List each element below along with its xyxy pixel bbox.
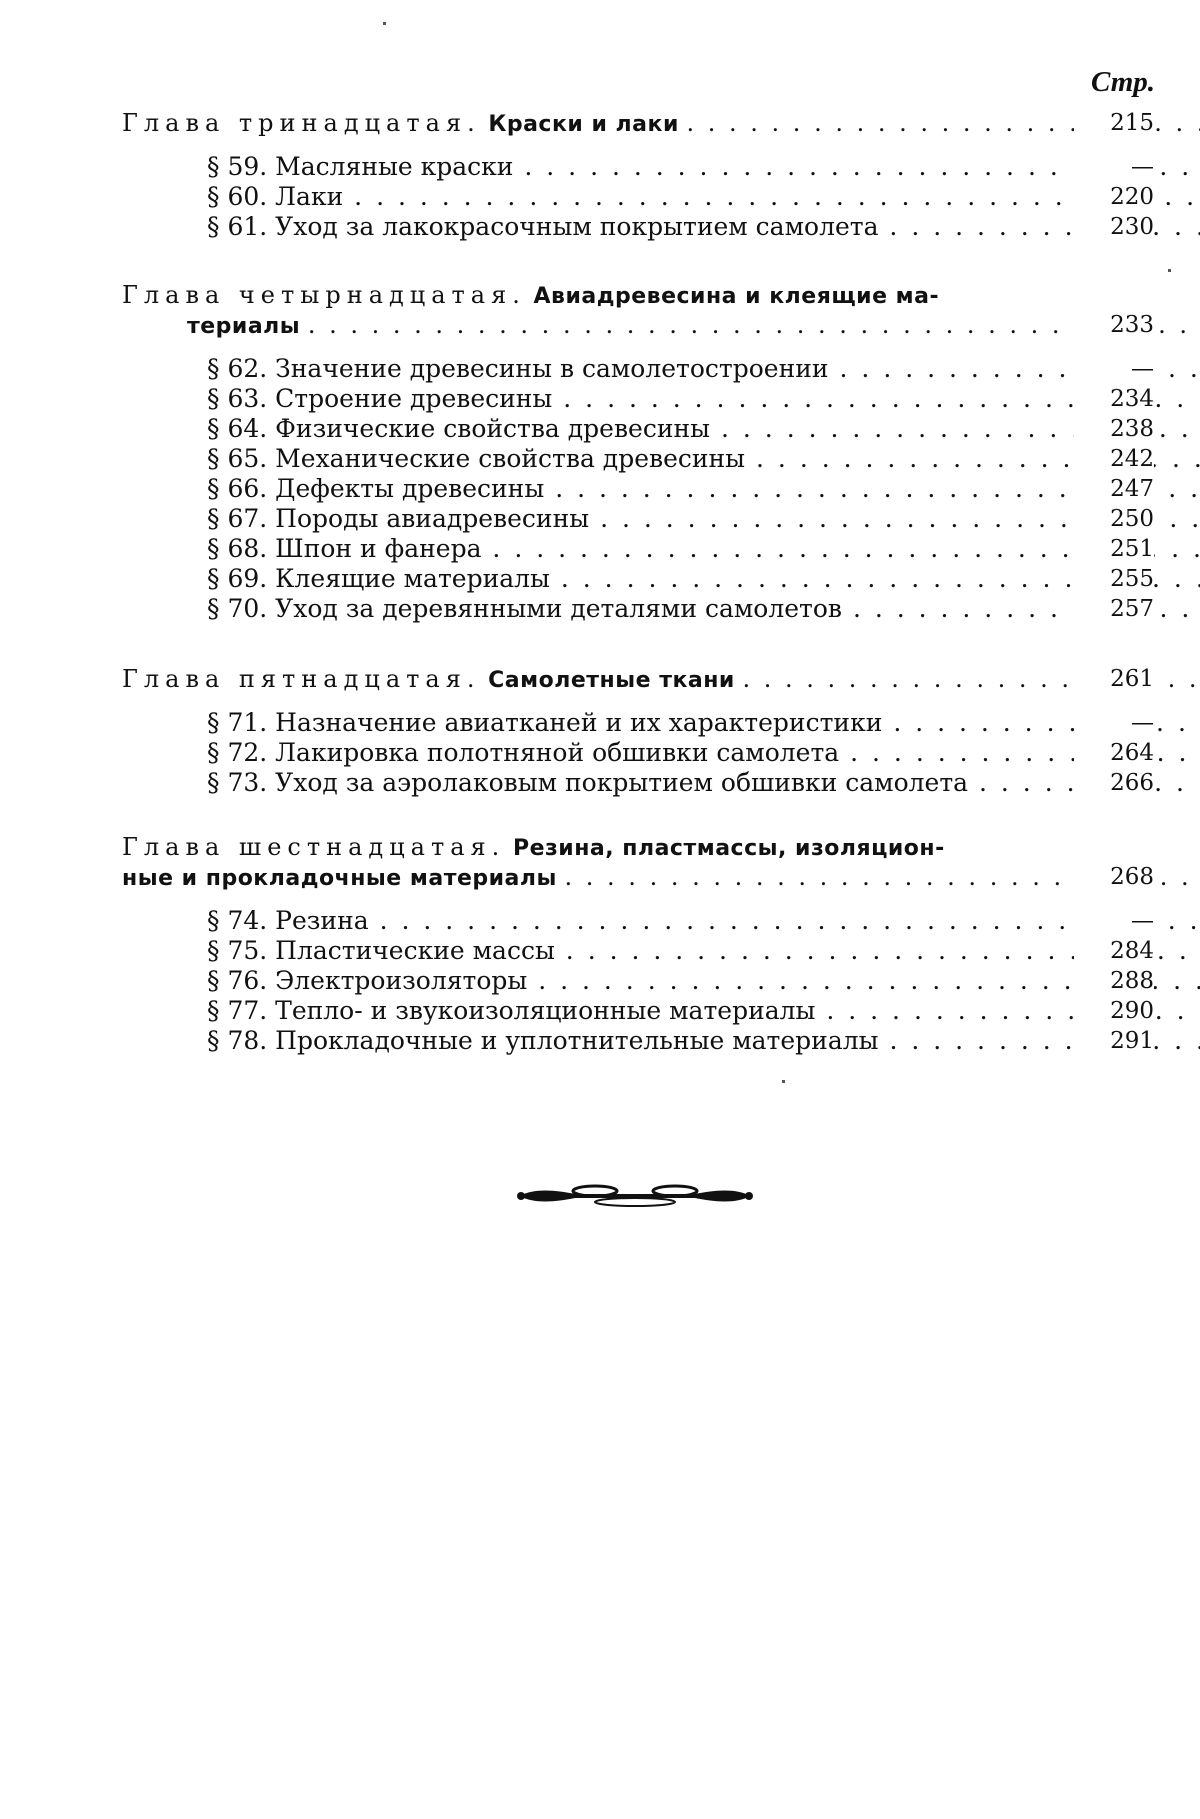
section-page: —	[1074, 906, 1154, 936]
chapter-label: Глава шестнадцатая.	[122, 833, 506, 861]
toc-entry	[122, 594, 1154, 624]
section-number: § 74.	[207, 906, 268, 935]
section-number: § 77.	[207, 996, 268, 1025]
section-number: § 71.	[207, 708, 268, 737]
section-title: Физические свойства древесины	[275, 414, 711, 443]
section-title: Назначение авиатканей и их характеристики	[275, 708, 883, 737]
chapter-label: Глава четырнадцатая.	[122, 281, 526, 309]
toc-entry	[122, 414, 1154, 444]
section-number: § 68.	[207, 534, 268, 563]
section-title: Значение древесины в самолетостроении	[275, 354, 829, 383]
section-title: Электроизоляторы	[275, 966, 528, 995]
section-list	[122, 906, 1154, 1056]
chapter-title: Авиадревесина и клеящие ма-	[533, 284, 940, 309]
section-number: § 67.	[207, 504, 268, 533]
section-number: § 70.	[207, 594, 268, 623]
chapter-heading	[122, 108, 1154, 138]
section-title: Дефекты древесины	[275, 474, 545, 503]
section-title: Лаки	[275, 182, 344, 211]
toc-entry	[122, 212, 1154, 242]
print-speck	[383, 22, 386, 25]
chapter-13	[122, 108, 1154, 242]
section-number: § 60.	[207, 182, 268, 211]
chapter-page: 268	[1074, 862, 1154, 892]
section-number: § 63.	[207, 384, 268, 413]
chapter-15	[122, 664, 1154, 798]
section-title: Породы авиадревесины	[275, 504, 590, 533]
ornament-divider-icon	[515, 1182, 755, 1210]
section-page: 255	[1074, 564, 1154, 594]
chapter-heading	[122, 664, 1154, 694]
print-speck	[1168, 269, 1171, 272]
section-page: 230	[1074, 212, 1154, 242]
chapter-title-cont: териалы	[187, 314, 301, 339]
section-page: 238	[1074, 414, 1154, 444]
chapter-16	[122, 832, 1154, 1056]
section-page: 251	[1074, 534, 1154, 564]
section-page: —	[1074, 354, 1154, 384]
section-number: § 72.	[207, 738, 268, 767]
chapter-page: 233	[1074, 310, 1154, 340]
section-number: § 66.	[207, 474, 268, 503]
toc-entry	[122, 1026, 1154, 1056]
section-title: Тепло- и звукоизоляционные материалы	[275, 996, 816, 1025]
section-number: § 59.	[207, 152, 268, 181]
chapter-14	[122, 280, 1154, 624]
section-list	[122, 708, 1154, 798]
toc-entry	[122, 738, 1154, 768]
section-page: —	[1074, 708, 1154, 738]
section-title: Уход за лакокрасочным покрытием самолета	[275, 212, 879, 241]
section-number: § 75.	[207, 936, 268, 965]
toc-entry	[122, 708, 1154, 738]
section-page: 257	[1074, 594, 1154, 624]
section-page: 290	[1074, 996, 1154, 1026]
section-page: 284	[1074, 936, 1154, 966]
chapter-page: 215	[1074, 108, 1154, 138]
section-list	[122, 152, 1154, 242]
section-title: Механические свойства древесины	[275, 444, 746, 473]
toc-entry	[122, 384, 1154, 414]
toc-entry	[122, 534, 1154, 564]
section-number: § 73.	[207, 768, 268, 797]
section-number: § 78.	[207, 1026, 268, 1055]
section-page: 250	[1074, 504, 1154, 534]
section-title: Шпон и фанера	[275, 534, 482, 563]
toc-entry	[122, 182, 1154, 212]
section-title: Клеящие материалы	[275, 564, 550, 593]
chapter-heading	[122, 310, 1154, 340]
chapter-label: Глава пятнадцатая.	[122, 665, 481, 693]
toc-entry	[122, 152, 1154, 182]
chapter-title: Самолетные ткани	[488, 668, 735, 693]
section-page: 291	[1074, 1026, 1154, 1056]
section-list	[122, 354, 1154, 624]
toc-entry	[122, 354, 1154, 384]
chapter-title: Краски и лаки	[488, 112, 679, 137]
section-number: § 64.	[207, 414, 268, 443]
chapter-heading	[122, 862, 1154, 892]
toc-entry	[122, 564, 1154, 594]
section-page: 266	[1074, 768, 1154, 798]
toc-entry	[122, 936, 1154, 966]
print-speck	[782, 1080, 785, 1083]
chapter-page: 261	[1074, 664, 1154, 694]
section-title: Масляные краски	[275, 152, 514, 181]
section-number: § 61.	[207, 212, 268, 241]
toc-entry	[122, 768, 1154, 798]
section-title: Строение древесины	[275, 384, 553, 413]
toc-entry	[122, 906, 1154, 936]
section-number: § 62.	[207, 354, 268, 383]
chapter-heading-line	[122, 280, 1154, 310]
toc-entry	[122, 966, 1154, 996]
chapter-title: Резина, пластмассы, изоляцион-	[512, 836, 945, 861]
section-title: Резина	[275, 906, 369, 935]
section-page: 234	[1074, 384, 1154, 414]
section-title: Пластические массы	[275, 936, 555, 965]
section-page: 288	[1074, 966, 1154, 996]
toc-entry	[122, 474, 1154, 504]
section-number: § 69.	[207, 564, 268, 593]
page-column-label: Стр.	[1090, 66, 1155, 98]
section-page: 242	[1074, 444, 1154, 474]
toc-entry	[122, 444, 1154, 474]
section-number: § 76.	[207, 966, 268, 995]
section-title: Уход за аэролаковым покрытием обшивки самолета	[275, 768, 969, 797]
section-title: Уход за деревянными деталями самолетов	[275, 594, 842, 623]
chapter-label: Глава тринадцатая.	[122, 109, 481, 137]
chapter-heading-line	[122, 832, 1154, 862]
section-title: Лакировка полотняной обшивки самолета	[275, 738, 840, 767]
chapter-title-cont: ные и прокладочные материалы	[122, 866, 557, 891]
section-page: —	[1074, 152, 1154, 182]
section-page: 247	[1074, 474, 1154, 504]
toc-entry	[122, 504, 1154, 534]
section-page: 264	[1074, 738, 1154, 768]
toc-entry	[122, 996, 1154, 1026]
section-title: Прокладочные и уплотнительные материалы	[275, 1026, 879, 1055]
section-page: 220	[1074, 182, 1154, 212]
section-number: § 65.	[207, 444, 268, 473]
